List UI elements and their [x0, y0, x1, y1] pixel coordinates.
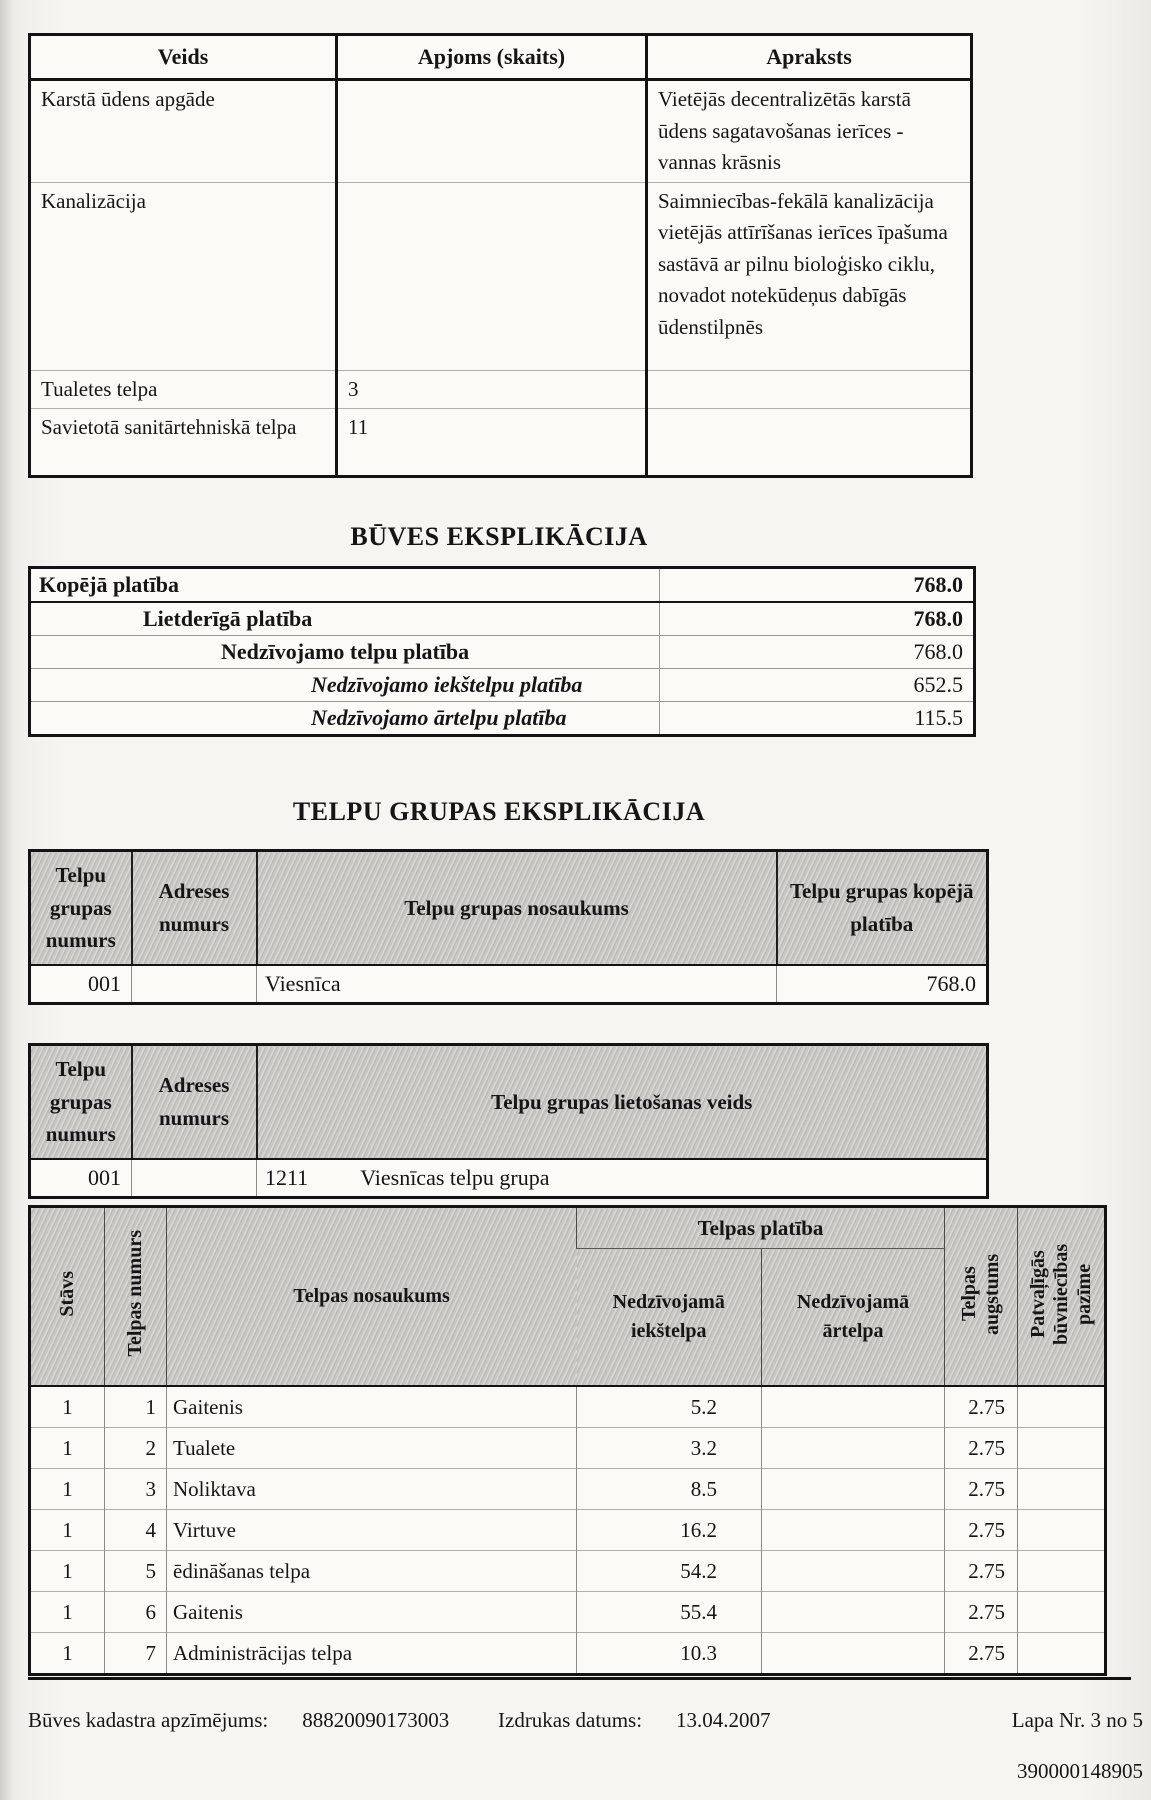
cell-pazime	[1018, 1551, 1106, 1592]
cell-artelpa	[762, 1386, 945, 1428]
cell-augstums: 2.75	[945, 1551, 1018, 1592]
column-header-adreses-numurs: Adreses numurs	[132, 1045, 257, 1160]
column-header-veids: Veids	[30, 35, 337, 80]
cell-stavs: 1	[30, 1428, 105, 1469]
cell-telpas-nosaukums: Noliktava	[167, 1469, 577, 1510]
cell-telpas-numurs: 5	[105, 1551, 167, 1592]
cell-apraksts	[647, 409, 972, 477]
table-row	[30, 1633, 1106, 1675]
telpas-table	[28, 1205, 1107, 1676]
cell-stavs: 1	[30, 1592, 105, 1633]
cell-augstums: 2.75	[945, 1510, 1018, 1551]
cell-lietosanas-veids	[257, 1159, 988, 1198]
cell-augstums: 2.75	[945, 1592, 1018, 1633]
area-value: 652.5	[660, 669, 975, 702]
cell-iekstelpa: 16.2	[577, 1510, 762, 1551]
cell-veids: Karstā ūdens apgāde	[30, 80, 337, 183]
cell-iekstelpa: 55.4	[577, 1592, 762, 1633]
cell-augstums: 2.75	[945, 1633, 1018, 1675]
cell-telpas-nosaukums: Tualete	[167, 1428, 577, 1469]
cell-artelpa	[762, 1510, 945, 1551]
table-row	[30, 370, 972, 409]
cell-apjoms: 11	[337, 409, 647, 477]
footer-divider	[28, 1677, 1131, 1680]
area-value: 768.0	[660, 636, 975, 669]
area-value: 115.5	[660, 702, 975, 736]
column-header-lietosanas-veids: Telpu grupas lietošanas veids	[257, 1045, 988, 1160]
column-header-telpas-augstums: Telpas augstums	[945, 1207, 1018, 1387]
table-row	[30, 1386, 1106, 1428]
cell-iekstelpa: 10.3	[577, 1633, 762, 1675]
cell-telpas-nosaukums: ēdināšanas telpa	[167, 1551, 577, 1592]
cell-stavs: 1	[30, 1551, 105, 1592]
area-label: Lietderīgā platība	[30, 602, 660, 636]
telpu-grupas-name-table	[28, 849, 989, 1005]
table-row	[30, 636, 975, 669]
table-row	[30, 1159, 988, 1198]
cell-apraksts	[647, 370, 972, 409]
area-label: Nedzīvojamo ārtelpu platība	[30, 702, 660, 736]
table-row	[30, 702, 975, 736]
column-header-nedzivojama-iekstelpa: Nedzīvojamā iekštelpa	[577, 1249, 762, 1387]
cadastre-value: 88820090173003	[302, 1708, 450, 1732]
spacer	[28, 1005, 1131, 1043]
column-header-telpas-nosaukums: Telpas nosaukums	[167, 1207, 577, 1387]
cell-pazime	[1018, 1469, 1106, 1510]
cell-apraksts: Vietējās decentralizētās karstā ūdens sagatavošanas ierīces - vannas krāsnis	[647, 80, 972, 183]
cell-pazime	[1018, 1592, 1106, 1633]
table-row	[30, 80, 972, 183]
telpu-grupas-usage-table	[28, 1043, 989, 1199]
cell-pazime	[1018, 1510, 1106, 1551]
area-label: Nedzīvojamo iekštelpu platība	[30, 669, 660, 702]
table-row	[30, 602, 975, 636]
column-header-telpas-platiba: Telpas platība	[577, 1207, 945, 1249]
cell-telpas-numurs: 4	[105, 1510, 167, 1551]
cell-augstums: 2.75	[945, 1428, 1018, 1469]
column-header-adreses-numurs: Adreses numurs	[132, 851, 257, 966]
table-row	[30, 1428, 1106, 1469]
column-header-patvaliga-buvnieciba: Patvaļīgās būvniecības pazīme	[1018, 1207, 1106, 1387]
rooms-header-row-1	[30, 1207, 1106, 1249]
cell-nosaukums: Viesnīca	[257, 965, 777, 1004]
table-row	[30, 1592, 1106, 1633]
area-value: 768.0	[913, 572, 963, 597]
cell-artelpa	[762, 1469, 945, 1510]
cell-telpas-numurs: 7	[105, 1633, 167, 1675]
column-header-grupas-numurs: Telpu grupas numurs	[30, 1045, 132, 1160]
table-row	[30, 1510, 1106, 1551]
column-header-telpas-numurs: Telpas numurs	[105, 1207, 167, 1387]
utilities-table	[28, 33, 973, 478]
section-title-buves-eksplikacija: BŪVES EKSPLIKĀCIJA	[350, 522, 648, 551]
cell-telpas-nosaukums: Administrācijas telpa	[167, 1633, 577, 1675]
table-row	[30, 409, 972, 477]
cell-telpas-nosaukums: Virtuve	[167, 1510, 577, 1551]
column-header-grupas-numurs: Telpu grupas numurs	[30, 851, 132, 966]
cell-pazime	[1018, 1386, 1106, 1428]
cell-telpas-nosaukums: Gaitenis	[167, 1592, 577, 1633]
cell-pazime	[1018, 1633, 1106, 1675]
cell-telpas-numurs: 6	[105, 1592, 167, 1633]
cell-apjoms: 3	[337, 370, 647, 409]
cell-pazime	[1018, 1428, 1106, 1469]
cell-stavs: 1	[30, 1633, 105, 1675]
table-row	[30, 1469, 1106, 1510]
cell-grupas-numurs: 001	[88, 1165, 121, 1190]
column-header-apjoms: Apjoms (skaits)	[337, 35, 647, 80]
page-footer	[28, 1677, 1143, 1790]
cell-artelpa	[762, 1633, 945, 1675]
column-header-apraksts: Apraksts	[647, 35, 972, 80]
page-number: Lapa Nr. 3 no 5	[1011, 1708, 1143, 1732]
cell-kopeja-platiba: 768.0	[777, 965, 988, 1004]
cell-stavs: 1	[30, 1510, 105, 1551]
usage-code: 1211	[265, 1165, 309, 1190]
cell-telpas-nosaukums: Gaitenis	[167, 1386, 577, 1428]
cell-adreses-numurs	[132, 965, 257, 1004]
cell-augstums: 2.75	[945, 1386, 1018, 1428]
section-title-telpu-grupas-eksplikacija: TELPU GRUPAS EKSPLIKĀCIJA	[292, 797, 706, 826]
cell-grupas-numurs: 001	[88, 971, 121, 996]
cell-telpas-numurs: 3	[105, 1469, 167, 1510]
cell-veids: Kanalizācija	[30, 182, 337, 370]
cell-artelpa	[762, 1551, 945, 1592]
column-header-nosaukums: Telpu grupas nosaukums	[257, 851, 777, 966]
print-date-label: Izdrukas datums:	[498, 1708, 643, 1732]
table-row	[30, 182, 972, 370]
cell-iekstelpa: 3.2	[577, 1428, 762, 1469]
cell-apjoms	[337, 80, 647, 183]
cell-veids: Savietotā sanitārtehniskā telpa	[30, 409, 337, 477]
column-header-stavs: Stāvs	[30, 1207, 105, 1387]
document-number: 390000148905	[1017, 1759, 1143, 1783]
cell-artelpa	[762, 1428, 945, 1469]
usage-name: Viesnīcas telpu grupa	[360, 1165, 550, 1190]
cell-telpas-numurs: 1	[105, 1386, 167, 1428]
cell-stavs: 1	[30, 1469, 105, 1510]
table-row	[30, 965, 988, 1004]
area-label: Nedzīvojamo telpu platība	[30, 636, 660, 669]
cell-telpas-numurs: 2	[105, 1428, 167, 1469]
buves-eksplikacija-table	[28, 566, 976, 737]
cell-iekstelpa: 54.2	[577, 1551, 762, 1592]
cell-iekstelpa: 8.5	[577, 1469, 762, 1510]
area-value: 768.0	[660, 602, 975, 636]
print-date-value: 13.04.2007	[676, 1708, 771, 1732]
cell-artelpa	[762, 1592, 945, 1633]
cell-apraksts: Saimniecības-fekālā kanalizācija vietējās attīrīšanas ierīces īpašuma sastāvā ar pilnu bioloģisko ciklu, novadot notekūdeņus dabīgās ūdenstilpnēs	[647, 182, 972, 370]
utilities-header-row	[30, 35, 972, 80]
cell-iekstelpa: 5.2	[577, 1386, 762, 1428]
cell-augstums: 2.75	[945, 1469, 1018, 1510]
cell-veids: Tualetes telpa	[30, 370, 337, 409]
cadastre-label: Būves kadastra apzīmējums:	[28, 1708, 269, 1732]
cell-adreses-numurs	[132, 1159, 257, 1198]
cell-apjoms	[337, 182, 647, 370]
table-row	[30, 568, 975, 603]
column-header-nedzivojama-artelpa: Nedzīvojamā ārtelpa	[762, 1249, 945, 1387]
table-row	[30, 669, 975, 702]
column-header-kopeja-platiba: Telpu grupas kopējā platība	[777, 851, 988, 966]
group-header-row	[30, 851, 988, 966]
group-header-row	[30, 1045, 988, 1160]
cell-stavs: 1	[30, 1386, 105, 1428]
area-label: Kopējā platība	[30, 568, 660, 603]
table-row	[30, 1551, 1106, 1592]
